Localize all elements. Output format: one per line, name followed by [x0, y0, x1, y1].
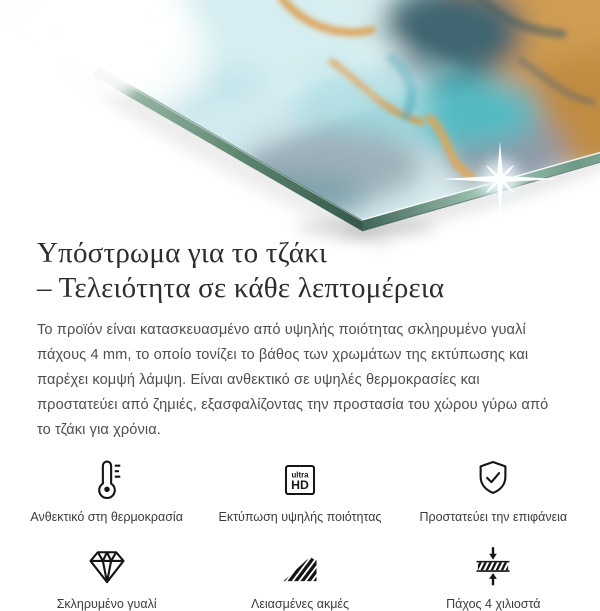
glass-panel-scene: [0, 0, 600, 228]
feature-label: Εκτύπωση υψηλής ποιότητας: [218, 510, 382, 524]
feature-label: Προστατεύει την επιφάνεια: [419, 510, 568, 524]
feature-tempered-glass: [10, 542, 203, 611]
feature-label: Σκληρυμένο γυαλί: [56, 597, 157, 611]
ultra-hd-text-bottom: HD: [291, 478, 309, 493]
feature-label: Πάχος 4 χιλιοστά: [446, 597, 541, 611]
thermometer-icon: [85, 455, 129, 501]
feature-print-quality: [203, 455, 396, 524]
title-line-2: – Τελειότητα σε κάθε λεπτομέρεια: [37, 272, 445, 304]
feature-heat-resistant: [10, 455, 203, 524]
page-title: [37, 236, 563, 306]
polished-edges-icon: [278, 542, 322, 588]
feature-label: Λειασμένες ακμές: [250, 597, 349, 611]
product-description: Το προϊόν είναι κατασκευασμένο από υψηλής ποιότητας σκληρυμένο γυαλί πάχους 4 mm, το οποίο τονίζει το βάθος των χρωμάτων της εκτύπωσης και παρέχει κομψή λάμψη. Είναι ανθεκτικό σε υψηλές θερμοκρασίες και προστατεύει από ζημιές, εξασφαλίζοντας την προστασία του χώρου γύρω από το τζάκι για χρόνια.: [37, 322, 549, 438]
shield-check-icon: [471, 455, 515, 501]
feature-grid: [0, 443, 600, 611]
feature-surface-protection: [397, 455, 590, 524]
product-photo: [0, 0, 600, 228]
feature-label: Ανθεκτικό στη θερμοκρασία: [30, 510, 183, 524]
feature-polished-edges: [203, 542, 396, 611]
ultra-hd-text-top: ultra: [291, 470, 309, 480]
title-line-1: Υπόστρωμα για το τζάκι: [37, 237, 328, 269]
content-section: [0, 228, 600, 443]
ultra-hd-icon: [279, 455, 321, 501]
diamond-icon: [85, 542, 129, 588]
feature-thickness: [397, 542, 590, 611]
thickness-icon: [471, 542, 515, 588]
